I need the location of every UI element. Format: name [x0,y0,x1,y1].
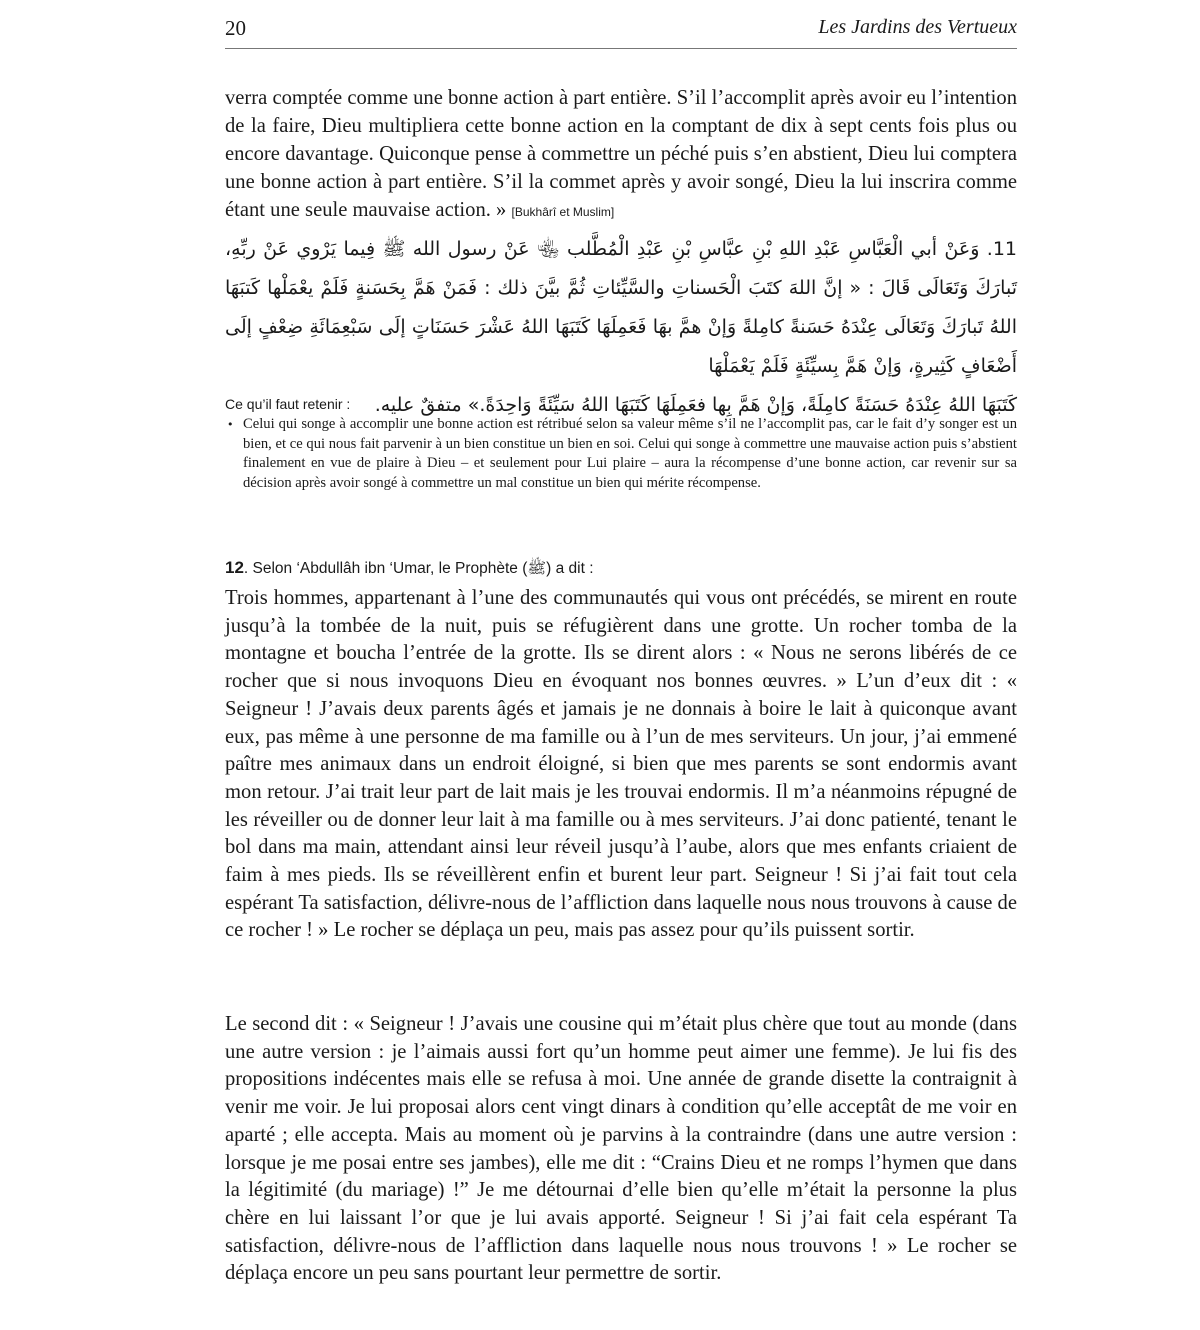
paragraph: Trois hommes, appartenant à l’une des communautés qui vous ont précédés, se mirent en route jusqu’à la tombée de la nuit, puis se réfugièrent dans une grotte. Un rocher tomba de la montagne et boucha l’entrée de la grotte. Ils se dirent alors : « Nous ne serons libérés de ce rocher que si nous invoquons Dieu en évoquant nos bonnes œuvres. » L’un d’eux dit : « Seigneur ! J’avais deux parents âgés et jamais je ne donnais à boire le lait à quiconque avant eux, pas même à une personne de ma famille ou à l’un de mes serviteurs. Un jour, j’ai emmené paître mes animaux dans un endroit éloigné, si bien que mes parents se sont endormis avant mon retour. J’ai trait leur part de lait mais je les trouvai endormis. Il m’a néanmoins répugné de les réveiller ou de donner leur lait à ma famille ou à mes serviteurs. J’ai donc patienté, tenant le bol dans ma main, attendant ainsi leur réveil jusqu’à l’aube, alors que mes enfants criaient de faim à mes pieds. Ils se réveillèrent enfin et burent leur part. Seigneur ! Si j’ai fait tout cela espérant Ta satisfaction, délivre-nous de l’affliction dans laquelle nous nous trouvons à cause de ce rocher ! » Le rocher se déplaça un peu, mais pas assez pour qu’ils puissent sortir. [225,587,1017,942]
paragraph: Le second dit : « Seigneur ! J’avais une cousine qui m’était plus chère que tout au monde (dans une autre version : je l’aimais aussi fort qu’un homme peut aimer une femme). Je lui fis des propositions indécentes mais elle se refusa à moi. Une année de grande disette la contraignit à venir me voir. Je lui proposai alors cent vingt dinars à condition qu’elle acceptât de me voir en aparté ; elle accepta. Mais au moment où je parvins à la contraindre (dans une autre version : lorsque je me posai entre ses jambes), elle me dit : “Crains Dieu et ne romps l’hymen que dans la légitimité (du mariage) !” Je me détournai d’elle bien qu’elle m’était la personne la plus chère en lui laissant l’or que je lui avais apporté. Seigneur ! Si j’ai fait cela espérant Ta satisfaction, délivre-nous de l’affliction dans laquelle nous nous trouvons ! » Le rocher se déplaça encore un peu sans pourtant leur permettre de sortir. [225,1013,1017,1285]
retain-list [225,415,1017,493]
header-rule [225,48,1017,49]
arabic-main: 11. وَعَنْ أبي الْعَبَّاسِ عَبْدِ اللهِ بْنِ عبَّاسِ بْنِ عَبْدِ الْمُطَّلب ﵄ عَنْ رسول الله ﷺ فِيما يَرْوي عَنْ ربِّهِ، تَبارَكَ وَتَعَالَى قَالَ : « إنَّ اللهَ كتَبَ الْحَسناتِ والسَّيِّئاتِ ثُمَّ بيَّنَ ذلك : فَمَنْ هَمَّ بِحَسَنةٍ فَلَمْ يعْمَلْها كَتبَهَا اللهُ تَبارَكَ وَتَعَالَى عِنْدَهُ حَسَنةً كامِلةً وَإنْ همَّ بهَا فَعَمِلَهَا كَتَبَهَا اللهُ عَشْرَ حَسَنَاتٍ إلَى سَبْعِمَائَةِ ضِعْفٍ إلَى أَضْعَافٍ كَثِيرةٍ، وَإنْ هَمَّ بِسيِّئَةٍ فَلَمْ يَعْمَلْهَا [225,238,1017,377]
hadith-source: [Bukhârî et Muslim] [511,205,615,219]
hadith-12-paragraph-1 [225,585,1017,945]
hadith-12-heading [225,558,594,581]
hadith-12-intro: . Selon ‘Abdullâh ibn ‘Umar, le Prophète (ﷺ) a dit : [243,560,594,577]
retain-item-text: Celui qui songe à accomplir une bonne action est rétribué selon sa valeur même s’il ne l’accomplit pas, car le fait d’y songer est un bien, et ce qui nous fait parvenir à un bien constitue un bien en soi. Celui qui songe à commettre une mauvaise action puis s’abstient finalement en vue de plaire à Dieu – et seulement pour Lui plaire – aura la récompense d’une bonne action, car revenir sur sa décision après avoir songé à commettre un mal constitue un bien qui mérite récompense. [243,416,1017,491]
hadith-11-french-text [225,84,1017,226]
page-header [225,16,1017,46]
hadith-12-paragraph-2 [225,1011,1017,1288]
paragraph [225,84,1017,226]
hadith-number: 12 [225,558,244,577]
bullet-icon: • [227,418,234,431]
running-title: Les Jardins des Vertueux [818,16,1017,38]
page-number: 20 [225,16,246,40]
hadith-11-translation: verra comptée comme une bonne action à part entière. S’il l’accomplit après avoir eu l’intention de la faire, Dieu multipliera cette bonne action en la comptant de dix à sept cents fois plus ou encore davantage. Quiconque pense à commettre un péché puis s’en abstient, Dieu lui comptera une bonne action à part entière. S’il la commet après y avoir songé, Dieu la lui inscrira comme étant une seule mauvaise action. » [225,87,1017,221]
retain-heading: Ce qu’il faut retenir : [225,396,351,412]
retain-item [225,415,1017,493]
arabic-last-line: كَتَبَهَا اللهُ عِنْدَهُ حَسَنَةً كامِلَةً، وَإنْ هَمَّ بِها فعَمِلَهَا كَتَبَهَا اللهُ سَيِّئَةً وَاحِدَةً.» متفقٌ عليه. [374,394,1017,416]
